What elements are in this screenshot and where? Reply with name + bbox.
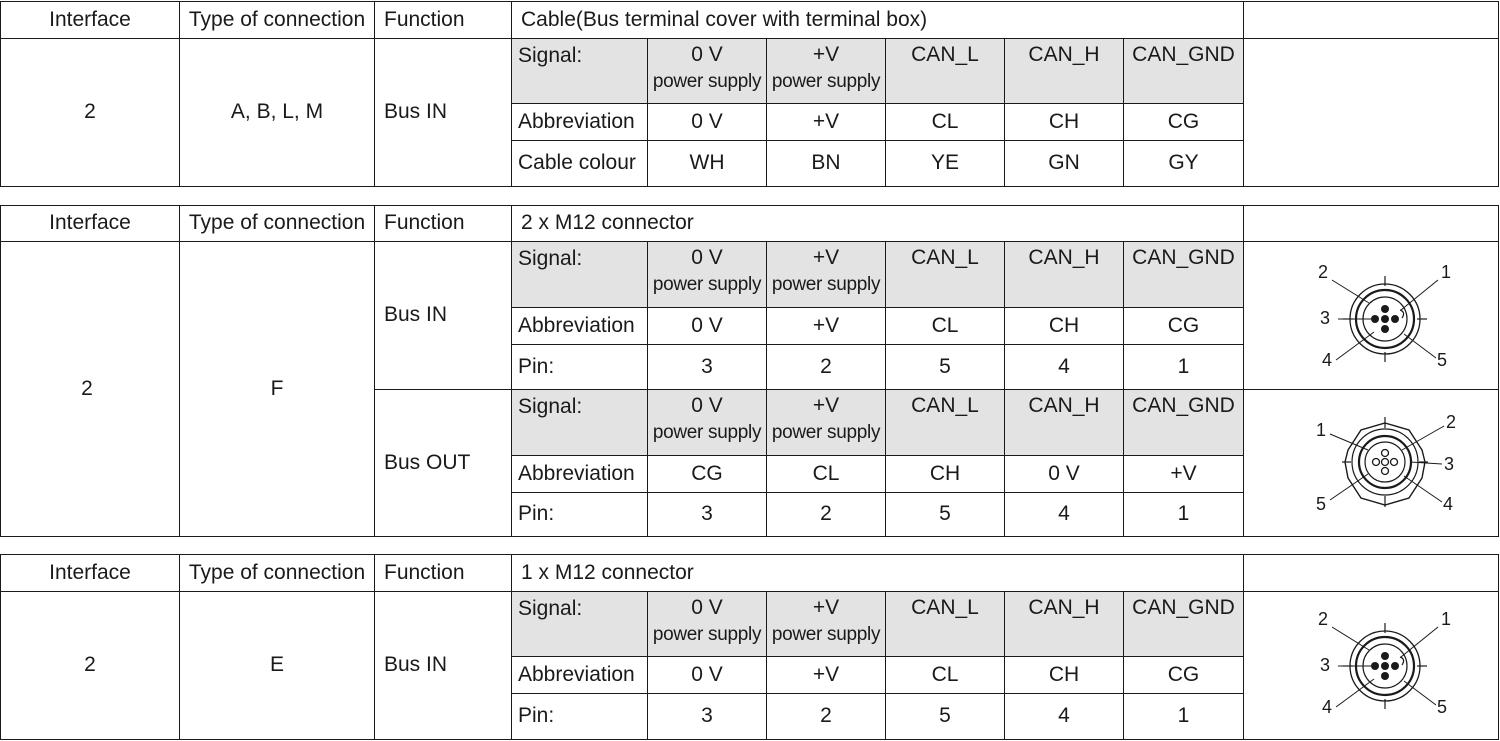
table-1x-m12-connector [0, 554, 1499, 740]
abbreviation-label: Abbreviation [511, 455, 648, 493]
abbreviation-value: CL [766, 455, 886, 493]
header-connection-type: Type of connection [179, 205, 375, 242]
pin-number: 3 [1320, 308, 1331, 328]
header-interface: Interface [0, 205, 180, 242]
abbreviation-value: 0 V [647, 103, 767, 141]
pin-number: 5 [1437, 697, 1448, 717]
connection-type-value: A, B, L, M [179, 38, 375, 187]
signal-plus-v: +V power supply [766, 389, 886, 456]
signal-plus-v: +V power supply [766, 591, 886, 657]
pin-number: 4 [1322, 350, 1333, 370]
signal-can-l: CAN_L [885, 591, 1005, 657]
pin-number: 2 [1318, 609, 1329, 629]
m12-female-connector-icon [1244, 390, 1499, 537]
header-connection-type: Type of connection [179, 554, 375, 592]
abbreviation-value: CH [1004, 656, 1124, 694]
function-value: Bus IN [374, 38, 512, 187]
pin-number: 1 [1316, 420, 1327, 440]
cable-colour-value: YE [885, 140, 1005, 187]
pin-label: Pin: [511, 693, 648, 740]
function-value: Bus IN [374, 591, 512, 740]
pin-number: 3 [1444, 454, 1455, 474]
abbreviation-label: Abbreviation [511, 307, 648, 345]
table-title: 2 x M12 connector [511, 205, 1244, 242]
signal-label: Signal: [511, 389, 648, 456]
cable-colour-value: WH [647, 140, 767, 187]
pin-value: 1 [1123, 344, 1244, 390]
pin-value: 2 [766, 492, 886, 537]
pin-value: 3 [647, 492, 767, 537]
table-title: Cable(Bus terminal cover with terminal box) [511, 1, 1244, 39]
abbreviation-label: Abbreviation [511, 103, 648, 141]
signal-label: Signal: [511, 241, 648, 308]
connection-type-value: F [179, 241, 375, 537]
abbreviation-value: CL [885, 656, 1005, 694]
connector-diagram-bus-in [1243, 591, 1499, 740]
signal-can-h: CAN_H [1004, 241, 1124, 308]
pin-number: 3 [1320, 655, 1331, 675]
abbreviation-value: CG [1123, 307, 1244, 345]
pin-value: 5 [885, 344, 1005, 390]
interface-value: 2 [0, 591, 180, 740]
pin-value: 3 [647, 693, 767, 740]
signal-plus-v: +V power supply [766, 241, 886, 308]
cable-colour-value: GY [1123, 140, 1244, 187]
pin-value: 4 [1004, 344, 1124, 390]
table-2x-m12-connector [0, 205, 1499, 537]
m12-male-connector-icon [1244, 592, 1499, 740]
pin-value: 4 [1004, 693, 1124, 740]
connector-diagram-bus-out [1243, 389, 1499, 537]
signal-0v: 0 V power supply [647, 38, 767, 104]
pin-value: 5 [885, 693, 1005, 740]
signal-can-gnd: CAN_GND [1123, 389, 1244, 456]
abbreviation-value: CH [1004, 103, 1124, 141]
abbreviation-value: CG [1123, 103, 1244, 141]
abbreviation-value: CH [885, 455, 1005, 493]
pin-number: 4 [1443, 494, 1454, 514]
abbreviation-value: CG [1123, 656, 1244, 694]
signal-0v: 0 V power supply [647, 389, 767, 456]
abbreviation-value: +V [766, 307, 886, 345]
signal-can-gnd: CAN_GND [1123, 241, 1244, 308]
abbreviation-value: 0 V [647, 307, 767, 345]
signal-0v: 0 V power supply [647, 591, 767, 657]
pin-number: 2 [1446, 412, 1457, 432]
pin-label: Pin: [511, 344, 648, 390]
interface-value: 2 [0, 241, 180, 537]
pin-value: 3 [647, 344, 767, 390]
header-interface: Interface [0, 1, 180, 39]
signal-plus-v: +V power supply [766, 38, 886, 104]
abbreviation-value: 0 V [1004, 455, 1124, 493]
signal-can-l: CAN_L [885, 389, 1005, 456]
pin-number: 1 [1441, 609, 1452, 629]
cable-colour-value: BN [766, 140, 886, 187]
pin-value: 5 [885, 492, 1005, 537]
header-blank [1243, 205, 1499, 242]
cable-colour-label: Cable colour [511, 140, 648, 187]
signal-label: Signal: [511, 591, 648, 657]
abbreviation-value: 0 V [647, 656, 767, 694]
table-title: 1 x M12 connector [511, 554, 1244, 592]
signal-can-h: CAN_H [1004, 389, 1124, 456]
header-blank [1243, 554, 1499, 592]
pin-value: 4 [1004, 492, 1124, 537]
signal-can-gnd: CAN_GND [1123, 591, 1244, 657]
pin-value: 1 [1123, 492, 1244, 537]
cable-colour-value: GN [1004, 140, 1124, 187]
abbreviation-value: CL [885, 307, 1005, 345]
signal-can-h: CAN_H [1004, 38, 1124, 104]
connector-diagram-bus-in [1243, 241, 1499, 390]
pin-number: 2 [1318, 262, 1329, 282]
connection-type-value: E [179, 591, 375, 740]
pin-number: 5 [1316, 494, 1327, 514]
abbreviation-value: CL [885, 103, 1005, 141]
pin-label: Pin: [511, 492, 648, 537]
abbreviation-label: Abbreviation [511, 656, 648, 694]
pin-number: 5 [1437, 350, 1448, 370]
pin-number: 4 [1322, 697, 1333, 717]
header-function: Function [374, 554, 512, 592]
pin-value: 1 [1123, 693, 1244, 740]
header-function: Function [374, 205, 512, 242]
diagram-cell-empty [1243, 38, 1499, 187]
header-blank [1243, 1, 1499, 39]
pin-value: 2 [766, 344, 886, 390]
abbreviation-value: CH [1004, 307, 1124, 345]
signal-0v: 0 V power supply [647, 241, 767, 308]
m12-male-connector-icon [1244, 242, 1499, 390]
abbreviation-value: +V [766, 103, 886, 141]
signal-can-l: CAN_L [885, 241, 1005, 308]
signal-can-gnd: CAN_GND [1123, 38, 1244, 104]
function-bus-in: Bus IN [374, 241, 512, 390]
abbreviation-value: +V [766, 656, 886, 694]
interface-value: 2 [0, 38, 180, 187]
pin-number: 1 [1441, 262, 1452, 282]
function-bus-out: Bus OUT [374, 389, 512, 537]
table-cable-connection [0, 1, 1499, 187]
signal-can-h: CAN_H [1004, 591, 1124, 657]
header-connection-type: Type of connection [179, 1, 375, 39]
header-interface: Interface [0, 554, 180, 592]
header-function: Function [374, 1, 512, 39]
pin-value: 2 [766, 693, 886, 740]
signal-can-l: CAN_L [885, 38, 1005, 104]
abbreviation-value: +V [1123, 455, 1244, 493]
signal-label: Signal: [511, 38, 648, 104]
abbreviation-value: CG [647, 455, 767, 493]
